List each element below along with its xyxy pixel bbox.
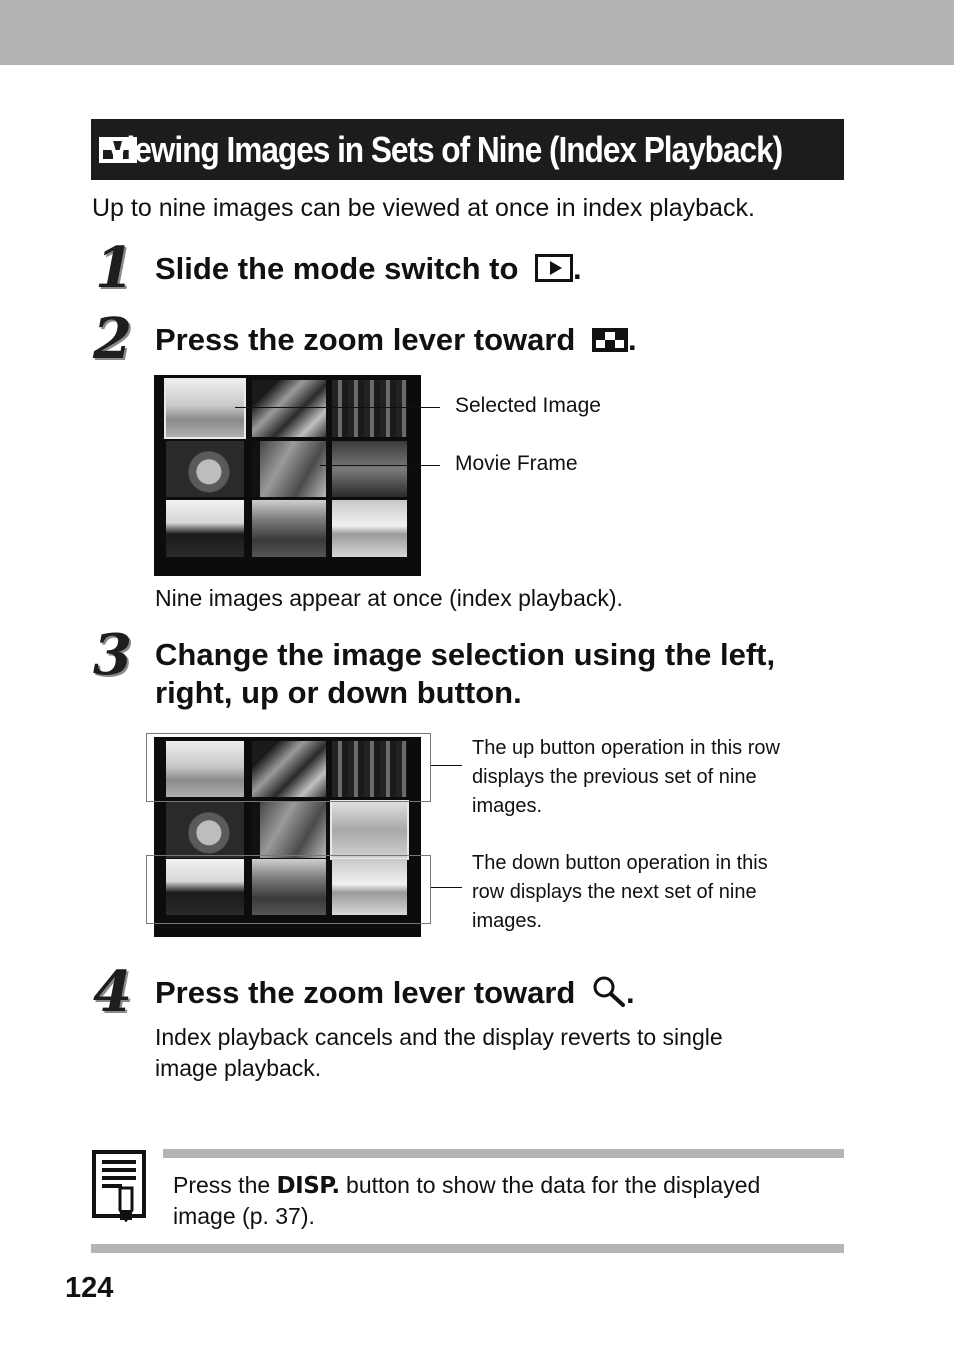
intro-text: Up to nine images can be viewed at once in index playback.	[92, 194, 755, 222]
thumbnail-movie-frame	[252, 802, 326, 858]
down-note-line: The down button operation in this	[472, 852, 768, 874]
up-note-line: The up button operation in this row	[472, 737, 780, 759]
callout-line-movie	[320, 465, 440, 466]
up-note-line: displays the previous set of nine	[472, 766, 757, 788]
step-2-label: Press the zoom lever toward	[155, 322, 584, 357]
callout-selected-image: Selected Image	[455, 394, 601, 417]
thumbnail	[332, 500, 407, 557]
step-4-body-line: Index playback cancels and the display reverts to single	[155, 1024, 723, 1050]
top-row-highlight	[146, 733, 431, 802]
section-title-bar	[91, 119, 844, 180]
playback-mode-icon	[535, 254, 573, 282]
page-title: Viewing Images in Sets of Nine (Index Playback)	[107, 128, 783, 170]
magnifier-icon	[592, 975, 626, 1007]
step-4-suffix: .	[625, 975, 635, 1010]
down-button-note	[472, 849, 768, 936]
step-number-2: 2	[93, 306, 132, 372]
thumbnail	[332, 441, 407, 497]
disp-button-label: DISP.	[276, 1173, 340, 1199]
note-suffix: button to show the data for the displayed	[339, 1172, 761, 1198]
step-4-body-line: image playback.	[155, 1055, 322, 1081]
down-note-line: row displays the next set of nine	[472, 881, 757, 903]
bottom-row-highlight	[146, 855, 431, 924]
header-band	[0, 0, 954, 65]
note-bottom-rule	[91, 1244, 844, 1253]
step-number-3: 3	[93, 622, 132, 688]
down-note-line: images.	[472, 910, 543, 932]
callout-line-selected	[235, 407, 440, 408]
step-2-text	[155, 321, 637, 359]
step-1-label: Slide the mode switch to	[155, 251, 528, 286]
thumbnail-movie-frame	[252, 441, 326, 497]
step-4-label: Press the zoom lever toward	[155, 975, 584, 1010]
step-3-line-2: right, up or down button.	[155, 675, 522, 710]
up-note-line: images.	[472, 795, 543, 817]
callout-line-down	[431, 887, 462, 888]
note-top-rule	[163, 1149, 844, 1158]
thumbnail-selected	[166, 380, 244, 437]
step-1-text	[155, 250, 582, 288]
up-button-note	[472, 734, 780, 821]
step-number-4: 4	[93, 959, 132, 1025]
callout-movie-frame: Movie Frame	[455, 452, 578, 475]
thumbnail	[332, 380, 407, 437]
thumbnail	[252, 380, 326, 437]
thumbnail	[252, 500, 326, 557]
index-playback-screen	[154, 375, 421, 576]
memo-pencil-icon	[92, 1150, 148, 1222]
thumbnail	[166, 500, 244, 557]
step-number-1: 1	[95, 235, 134, 301]
page-number: 124	[65, 1272, 114, 1304]
step-1-suffix: .	[573, 251, 582, 286]
figure-caption: Nine images appear at once (index playback).	[155, 585, 623, 611]
step-4-text	[155, 974, 635, 1012]
step-4-body	[155, 1022, 723, 1084]
callout-line-up	[431, 765, 462, 766]
index-playback-icon	[592, 328, 628, 352]
step-3-text	[155, 636, 775, 712]
thumbnail	[166, 441, 244, 497]
note-prefix: Press the	[173, 1172, 277, 1198]
thumbnail	[166, 802, 244, 858]
step-3-line-1: Change the image selection using the left,	[155, 637, 776, 672]
note-line-2: image (p. 37).	[173, 1203, 315, 1229]
note-text	[173, 1170, 760, 1231]
thumbnail-selected	[332, 802, 407, 858]
step-2-suffix: .	[627, 322, 637, 357]
